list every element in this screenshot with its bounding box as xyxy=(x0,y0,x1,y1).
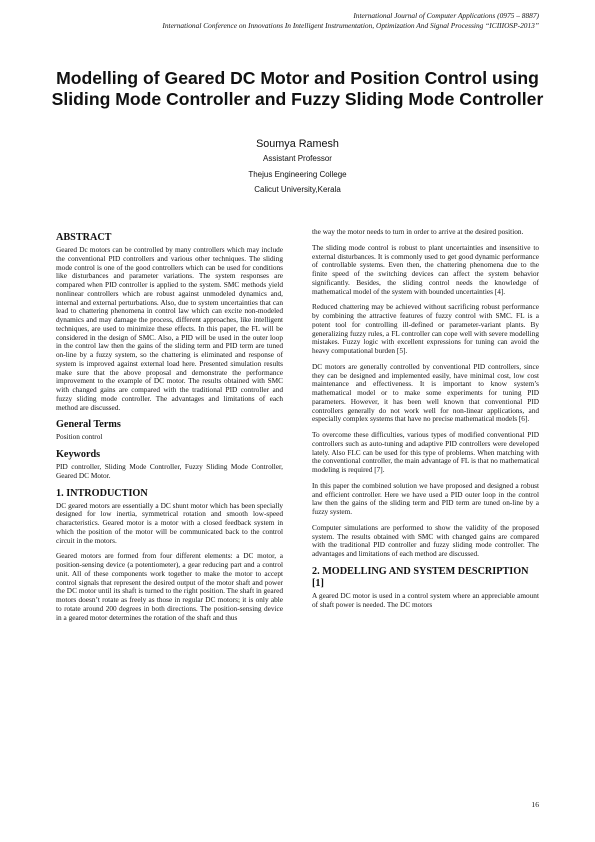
right-paragraph-7: Computer simulations are performed to show the validity of the proposed system. The results obtained with SMC with changed gains are compared with the traditional PID controller and fuzzy sliding mode controller. The advantages and limitations of each method are discussed. xyxy=(312,522,539,558)
left-column xyxy=(56,232,283,629)
right-paragraph-5: To overcome these difficulties, various types of modified conventional PID controllers such as auto-tuning and adaptive PID controllers were developed lately. Also FLC can be used for this type of problems. When matching with the conventional controller, the main advantage of FL is that no mathematical modeling is required [7]. xyxy=(312,430,539,474)
author-name: Soumya Ramesh xyxy=(256,138,339,150)
right-paragraph-1: the way the motor needs to turn in order to arrive at the desired position. xyxy=(312,227,524,236)
author-position: Assistant Professor xyxy=(263,154,332,163)
right-paragraph-3: Reduced chattering may be achieved without sacrificing robust performance by combining the attractive features of fuzzy control with SMC. FL is a potent tool for controlling ill-defined or parameter-variant plants. By generalizing fuzzy rules, a FL controller can cope well with severe modelling mistakes. Fuzzy logic with excellent expressions for tuning can avoid the heavy computational burden [5]. xyxy=(312,302,539,355)
keywords-text: PID controller, Sliding Mode Controller, Fuzzy Sliding Mode Controller, Geared DC Motor. xyxy=(56,462,283,480)
abstract-heading: ABSTRACT xyxy=(56,232,112,243)
paper-title: Modelling of Geared DC Motor and Position Control using Sliding Mode Controller and Fuzzy Sliding Mode Controller xyxy=(51,68,544,109)
section-2-heading: 2. MODELLING AND SYSTEM DESCRIPTION [1] xyxy=(312,565,529,589)
general-terms-text: Position control xyxy=(56,432,103,442)
conference-name: International Conference on Innovations In Intelligent Instrumentation, Optimization And Signal Processing “ICIIIOSP-2013” xyxy=(162,21,539,30)
keywords-heading: Keywords xyxy=(56,449,101,460)
journal-name: International Journal of Computer Applications (0975 – 8887) xyxy=(353,11,539,20)
introduction-heading: 1. INTRODUCTION xyxy=(56,487,148,499)
section-2-text: A geared DC motor is used in a control system where an appreciable amount of shaft power is needed. The DC motors xyxy=(312,590,539,609)
general-terms-heading: General Terms xyxy=(56,419,121,431)
intro-paragraph-2: Geared motors are formed from four different elements: a DC motor, a position-sensing device (a potentiometer), a gear reducing part and a control unit. All of these components work together to make the motor to accept control signals that represent the desired output of the motor shaft and power the DC motor until its shaft is turned to the right position. The shaft in geared motors doesn’t rotate as freely as those in regular DC motors; it is only able to rotate around 200 degrees in both directions. The position-sensing device in a geared motor determines the rotation of the shaft and thus xyxy=(56,551,283,622)
intro-paragraph-1: DC geared motors are essentially a DC shunt motor which has been specially designed for low inertia, symmetrical rotation and smooth low-speed characteristics. Geared motor is a motor with a closed feedback system in which the position of the motor will be communicated back to the control circuit in the motors. xyxy=(56,500,283,545)
right-paragraph-2: The sliding mode control is robust to plant uncertainties and insensitive to external disturbances. It is commonly used to get good dynamic performance of controllable systems. Even then, the chattering phenomena due to the finite speed of the switching devices can affect the system behavior significantly. Besides, the sliding control needs the knowledge of mathematical model of the system with bounded uncertainties [4]. xyxy=(312,242,539,296)
right-paragraph-6: In this paper the combined solution we have proposed and designed a robust and efficient controller. Here we have used a PID outer loop in the control law then the gains of the sliding term and PID term are tuned on-line by a fuzzy system. xyxy=(312,480,539,516)
author-block xyxy=(40,137,555,198)
page-number: 16 xyxy=(531,800,539,809)
author-college: Thejus Engineering College xyxy=(248,169,347,179)
right-column xyxy=(312,228,539,616)
right-paragraph-4: DC motors are generally controlled by conventional PID controllers, since they can be designed and implemented easily, have minimal cost, low cost maintenance and effectiveness. It is important to know system’s mathematical model or to make some experiments for tuning PID parameters. However, it has been well known that conventional PID controllers generally do not work well for non-linear applications, and especially complex systems that have no precise mathematical models [6]. xyxy=(312,361,539,424)
journal-header xyxy=(56,11,539,31)
abstract-text: Geared Dc motors can be controlled by many controllers which may include the conventional PID controllers and various other techniques. The sliding mode control is one of the good controllers which can be used for conditions like disturbances and parameter variations. The system responses are compared when PID controller is applied to the system. SMC methods yield nonlinear controllers which are robust against unmodeled dynamics and, internal and external perturbations. Also, due to system uncertainties that can lead to chattering phenomena in control law which can excite non-modeled dynamics and may damage the process, different approaches, like intelligent techniques, are used to minimize these effects. In this paper, the FL will be considered in the design of SMC. Also, a PID will be used in the outer loop in the control law then the gains of the sliding term and PID term are tuned on-line by a fuzzy system, so the chattering is eliminated and response of system is improved against external load here. Presented simulation results make sure that the above proposal and demonstrate the performance improvement to the example of DC motor. The results obtained with SMC with changed gains are compared with the traditional PID controller and fuzzy sliding mode controller. The advantages and limitations of each method are discussed. xyxy=(56,245,283,412)
author-university: Calicut University,Kerala xyxy=(254,185,341,194)
